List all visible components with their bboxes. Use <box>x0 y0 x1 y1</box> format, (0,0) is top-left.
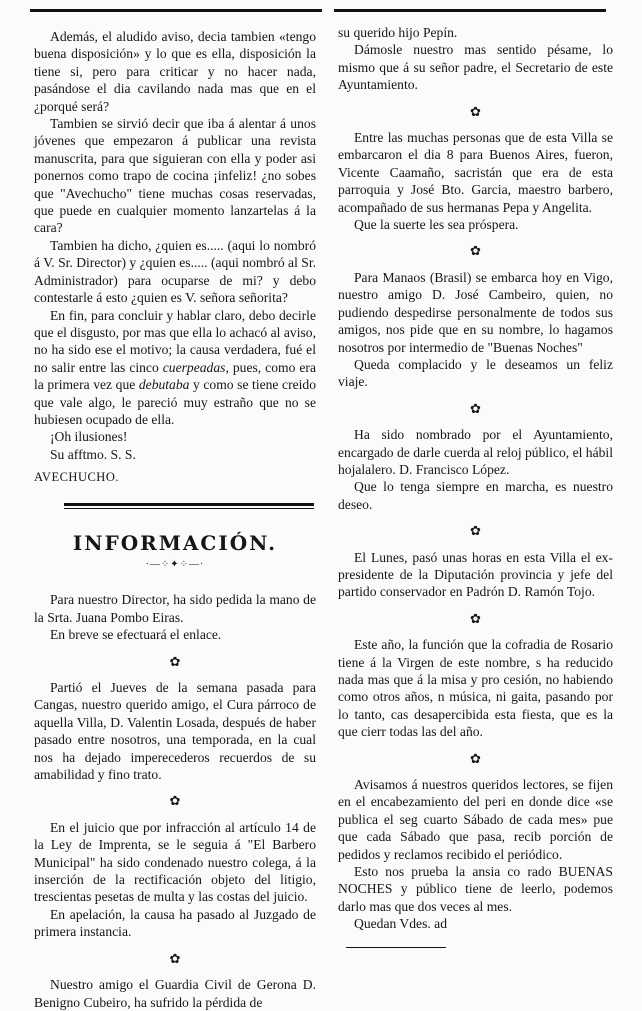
news-item: Para nuestro Director, ha sido pedida la mano de la Srta. Juana Pombo Eiras. <box>34 592 316 625</box>
emphasis: debutaba <box>138 377 190 393</box>
news-item: Entre las muchas personas que de esta Villa se embarcaron el dia 8 para Buenos Aires, fueron, Vicente Caamaño, sacristán que era de esta parroquia y José Bto. Garcia, maestro barbero, acompañado de sus hermanas Pepa y Angelita. <box>338 130 613 215</box>
news-item: Avisamos á nuestros queridos lectores, se fijen en el encabezamiento del peri en donde dice «se publica el seg cuarto Sábado de cada mes» pue que cada Sábado que pasa, recib porción de pedidos y reclamos recibido el periódico. <box>338 777 613 862</box>
news-item: Este año, la función que la cofradia de Rosario tiene á la Virgen de este nombre, s ha reducido nada mas que á la misa y pro cesión, no habiendo como otros años, n música, ni gaita, pasando por lo tanto, cas desapercibida esta fiesta, que es la que cierr todas las del año. <box>338 637 613 740</box>
flower-ornament-icon: ✿ <box>169 653 181 669</box>
news-item: Ha sido nombrado por el Ayuntamiento, encargado de darle cuerda al reloj público, el hábil hojalalero. D. Francisco López. <box>338 427 613 477</box>
news-item: su querido hijo Pepín. <box>338 25 458 40</box>
news-item: En apelación, la causa ha pasado al Juzgado de primera instancia. <box>34 906 316 940</box>
end-rule <box>346 947 446 948</box>
flower-ornament-icon: ✿ <box>470 523 481 539</box>
news-item: Que la suerte les sea próspera. <box>354 217 519 233</box>
news-item: En breve se efectuará el enlace. <box>50 627 222 643</box>
news-item: El Lunes, pasó unas horas en esta Villa el ex-presidente de la Diputación provincia y jefe del partido conservador en Padrón D. Ramón Tojo. <box>338 549 613 600</box>
news-item: Quedan Vdes. ad <box>354 916 447 932</box>
news-item: Dámosle nuestro mas sentido pésame, lo mismo que á su señor padre, el Secretario de este Ayuntamiento. <box>338 42 613 93</box>
letter-paragraph: Tambien se sirvió decir que iba á alentar á unos jóvenes que empezaron á publicar una revista manuscrita, para que siguieran con ella y poder asi ponernos como trapo de cocina ¡infeliz! ¿no sobes que "Avechucho" tiene muchas cosas reservadas, que puede en cualquier momento lanzartelas á la cara? <box>34 116 316 236</box>
left-column <box>34 28 316 1011</box>
flower-ornament-icon: ✿ <box>470 400 481 416</box>
section-heading: INFORMACIÓN. <box>72 530 278 555</box>
closing-line: Su afftmo. S. S. <box>50 446 136 462</box>
exclamation-line: ¡Oh ilusiones! <box>50 429 128 445</box>
flower-ornament-icon: ✿ <box>470 610 481 626</box>
section-divider <box>64 503 314 509</box>
top-rule-left <box>30 9 322 12</box>
news-item: En el juicio que por infracción al artículo 14 de la Ley de Imprenta, se le seguia á "El Barbero Municipal" ha sido condenado nuestro colega, á la inserción de la rectificación objeto del litigio, trescientas pesetas de multa y las costas del juicio. <box>34 819 316 905</box>
news-item: Partió el Jueves de la semana pasada para Cangas, nuestro querido amigo, el Cura párroco de aquella Villa, D. Valentin Losada, después de haber pasado entre nosotros, una temporada, en la cual nos ha dejado imperecederos recuerdos de su amabilidad y fino trato. <box>34 680 316 783</box>
letter-paragraph: Además, el aludido aviso, decia tambien «tengo buena disposición» y lo que es ella, disposición la tiene si, pero para criticar y no hacer nada, pasándose el dia cavilando nada mas que en el ¿porqué será? <box>34 29 316 114</box>
flower-ornament-icon: ✿ <box>169 793 181 809</box>
news-item: Que lo tenga siempre en marcha, es nuestro deseo. <box>338 479 613 512</box>
leaf-divider-icon: ·—⁘✦⁘—· <box>145 558 205 570</box>
top-rule-right <box>334 9 606 12</box>
signature: AVECHUCHO. <box>34 470 119 485</box>
letter-paragraph: Tambien ha dicho, ¿quien es..... (aqui lo nombró á V. Sr. Director) y ¿quien es..... (aqui nombró al Sr. Administrador) para ocuparse de mi? y debo contestarle á esto ¿quien es V. señora señorita? <box>34 237 316 306</box>
news-item: Queda complacido y le deseamos un feliz viaje. <box>338 356 613 390</box>
news-item: Esto nos prueba la ansia co rado BUENAS NOCHES y público tiene de leerlo, podemos darlo mas que dos veces al mes. <box>338 864 613 914</box>
flower-ornament-icon: ✿ <box>470 103 481 119</box>
flower-ornament-icon: ✿ <box>470 750 481 766</box>
flower-ornament-icon: ✿ <box>169 950 181 966</box>
letter-paragraph: En fin, para concluir y hablar claro, debo decirle que el disgusto, por mas que ella lo achacó al aviso, no ha sido ese el motivo; la causa verdadera, fué el no salir entre las cinco cuerpeadas, pues, como era la primera vez que debutaba y como se tiene creido que vale algo, le pareció muy estraño que no se hubiesen ocupado de ella. <box>34 307 316 427</box>
news-item: Nuestro amigo el Guardia Civil de Gerona D. Benigno Cubeiro, ha sufrido la pérdida de <box>34 977 316 1010</box>
news-item: Para Manaos (Brasil) se embarca hoy en Vigo, nuestro amigo D. José Cambeiro, quien, no pudiendo despedirse personalmente de todos sus amigos, nos pide que en su nombre, lo hagamos nosotros por intermedio de "Buenas Noches" <box>338 269 613 355</box>
emphasis: cuerpeadas <box>162 359 226 375</box>
flower-ornament-icon: ✿ <box>470 243 481 259</box>
right-column <box>338 24 613 948</box>
